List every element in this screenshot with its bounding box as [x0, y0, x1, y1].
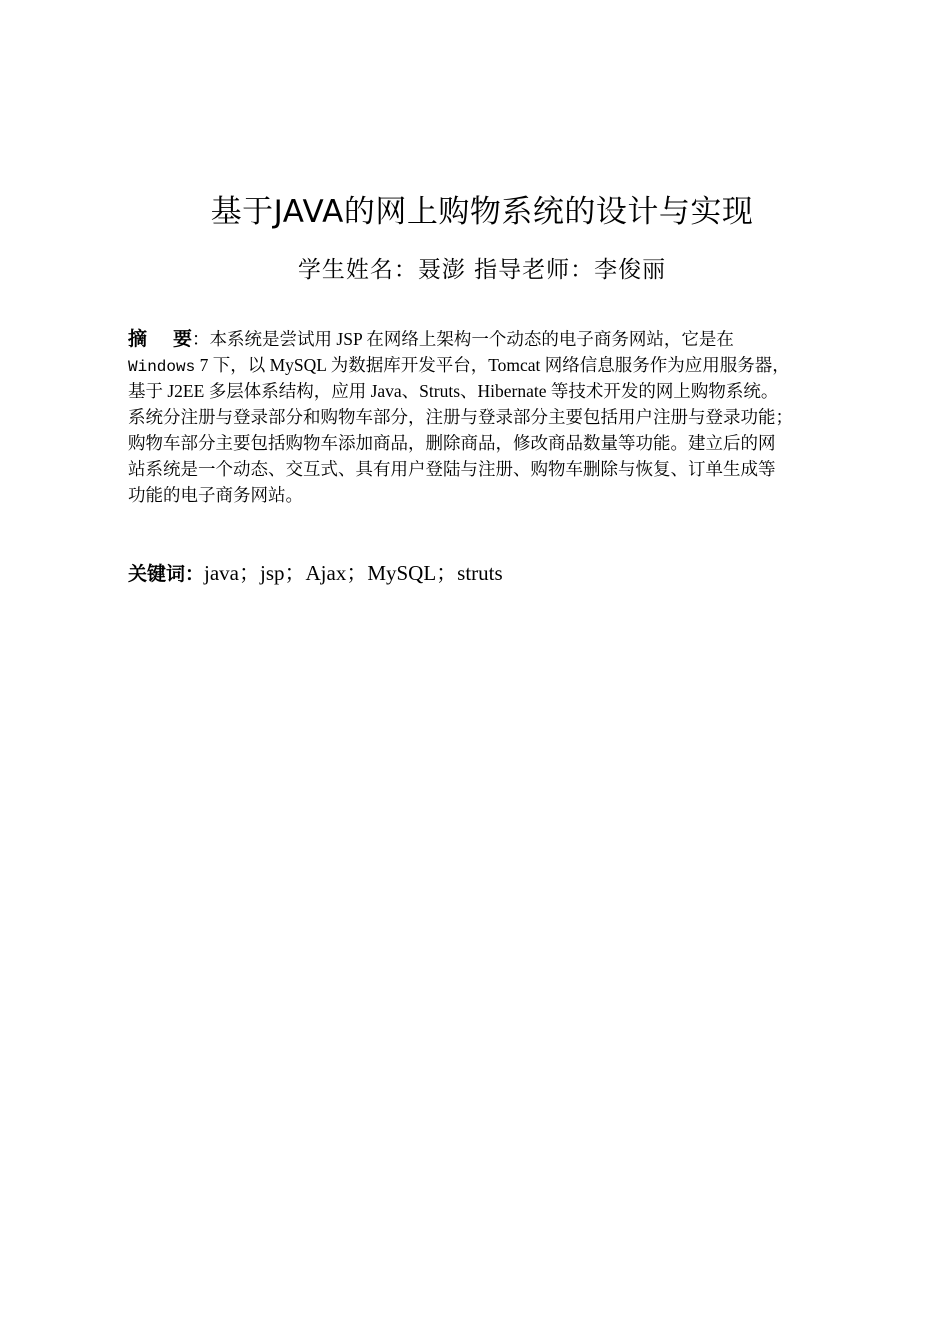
abstract-os-name: Windows [128, 358, 196, 376]
abstract-line-1 [128, 326, 848, 352]
abstract-label-colon: ： [192, 329, 210, 349]
abstract-label: 摘 要 [128, 328, 193, 350]
keywords-line [128, 558, 503, 589]
keywords-text: java；jsp；Ajax；MySQL；struts [204, 561, 503, 585]
abstract-line-6: 站系统是一个动态、交互式、具有用户登陆与注册、购物车删除与恢复、订单生成等 [128, 459, 776, 479]
abstract-text-2: 7 下，以 MySQL 为数据库开发平台，Tomcat 网络信息服务作为应用服务器， [199, 355, 790, 375]
abstract-line-3: 基于 J2EE 多层体系结构，应用 Java、Struts、Hibernate 等技术开发的网上购物系统。 [128, 381, 779, 401]
paper-title: 基于JAVA的网上购物系统的设计与实现 [210, 194, 754, 230]
abstract-line-4: 系统分注册与登录部分和购物车部分，注册与登录部分主要包括用户注册与登录功能； [128, 407, 793, 427]
abstract-line-5: 购物车部分主要包括购物车添加商品，删除商品，修改商品数量等功能。建立后的网 [128, 433, 776, 453]
abstract-block [128, 326, 848, 508]
abstract-line-7: 功能的电子商务网站。 [128, 485, 303, 505]
abstract-line-2 [128, 352, 848, 378]
keywords-label: 关键词： [128, 563, 205, 585]
abstract-text-1: 本系统是尝试用 JSP 在网络上架构一个动态的电子商务网站，它是在 [209, 329, 734, 349]
author-advisor-line: 学生姓名：聂澎 指导老师：李俊丽 [297, 257, 667, 283]
